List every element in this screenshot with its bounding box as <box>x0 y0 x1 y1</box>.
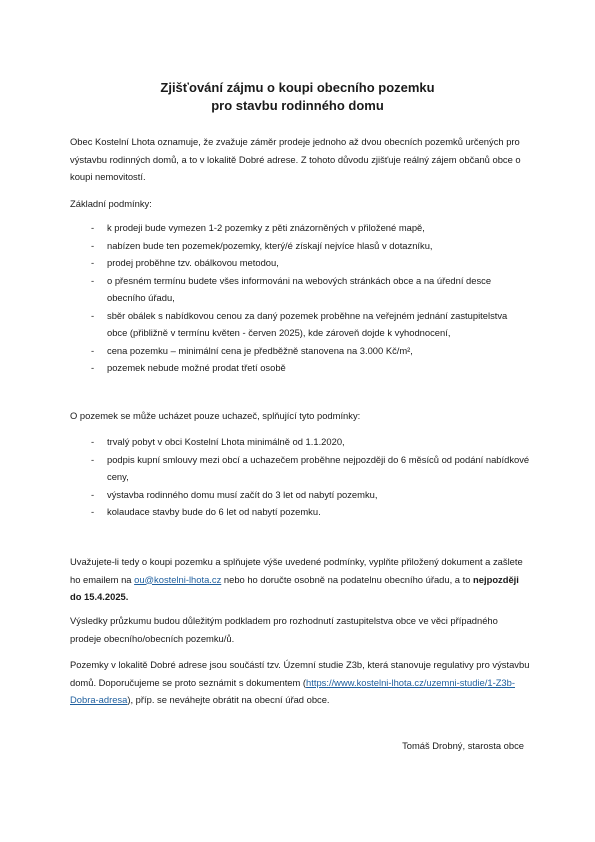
applicant-list <box>70 433 530 521</box>
applicant-heading: O pozemek se může ucházet pouze uchazeč, splňující tyto podmínky: <box>70 410 361 421</box>
contact-text-start: Uvažujete-li tedy o koupi pozemku a splňujete výše uvedené podmínky, vyplňte přiložený dokument a zašlete ho emailem na <box>70 556 523 585</box>
study-url-link[interactable]: https://www.kostelni-lhota.cz/uzemni-studie/1-Z3b-Dobra-adresa <box>70 676 515 705</box>
email-link[interactable]: ou@kostelni-lhota.cz <box>134 573 222 585</box>
contact-paragraph <box>70 553 530 606</box>
list-item: - trvalý pobyt v obci Kostelní Lhota minimálně od 1.1.2020, <box>70 433 530 451</box>
list-item: - podpis kupní smlouvy mezi obcí a uchazečem proběhne nejpozději do 6 měsíců od podání nabídkové ceny, <box>70 451 530 486</box>
list-item: - o přesném termínu budete všes informováni na webových stránkách obce a na úřední desce obecního úřadu, <box>70 272 530 307</box>
signature: Tomáš Drobný, starosta obce <box>402 740 524 751</box>
document-title-line-2: pro stavbu rodinného domu <box>211 98 384 113</box>
list-item: - sběr obálek s nabídkovou cenou za daný pozemek proběhne na veřejném jednání zastupitelstva obce (přibližně v termínu květen - červen 2025), kde zároveň dojde k vyhodnocení, <box>70 307 530 342</box>
list-item: - pozemek nebude možné prodat třetí osobě <box>70 359 530 377</box>
study-text-end: ), příp. se neváhejte obrátit na obecní úřad obce. <box>127 694 330 705</box>
document-title-line-1: Zjišťování zájmu o koupi obecního pozemku <box>160 80 435 95</box>
list-item: - kolaudace stavby bude do 6 let od nabytí pozemku. <box>70 503 530 521</box>
study-paragraph <box>70 656 530 709</box>
deadline-text: nejpozději do 15.4.2025. <box>70 573 519 602</box>
list-item: - cena pozemku – minimální cena je předběžně stanovena na 3.000 Kč/m², <box>70 342 530 360</box>
list-item: - výstavba rodinného domu musí začít do 3 let od nabytí pozemku, <box>70 486 530 504</box>
list-item: - k prodeji bude vymezen 1-2 pozemky z pěti znázorněných v přiložené mapě, <box>70 219 530 237</box>
conditions-list <box>70 219 530 377</box>
study-text-start: Pozemky v lokalitě Dobré adrese jsou součástí tzv. Územní studie Z3b, která stanovuje regulativy pro výstavbu domů. Doporučujeme se proto seznámit s dokumentem ( <box>70 659 530 688</box>
results-paragraph: Výsledky průzkumu budou důležitým podkladem pro rozhodnutí zastupitelstva obce ve věci případného prodeje obecního/obecních pozemku/ů. <box>70 615 498 644</box>
intro-paragraph: Obec Kostelní Lhota oznamuje, že zvažuje záměr prodeje jednoho až dvou obecních pozemků určených pro výstavbu rodinných domů, a to v lokalitě Dobré adrese. Z tohoto důvodu zjišťuje reálný zájem občanů obce o koupi nemovitostí. <box>70 136 521 182</box>
contact-text-middle: nebo ho doručte osobně na podatelnu obecního úřadu, a to <box>221 573 474 585</box>
list-item: - prodej proběhne tzv. obálkovou metodou, <box>70 254 530 272</box>
conditions-heading: Základní podmínky: <box>70 198 152 209</box>
list-item: - nabízen bude ten pozemek/pozemky, který/é získají nejvíce hlasů v dotazníku, <box>70 237 530 255</box>
